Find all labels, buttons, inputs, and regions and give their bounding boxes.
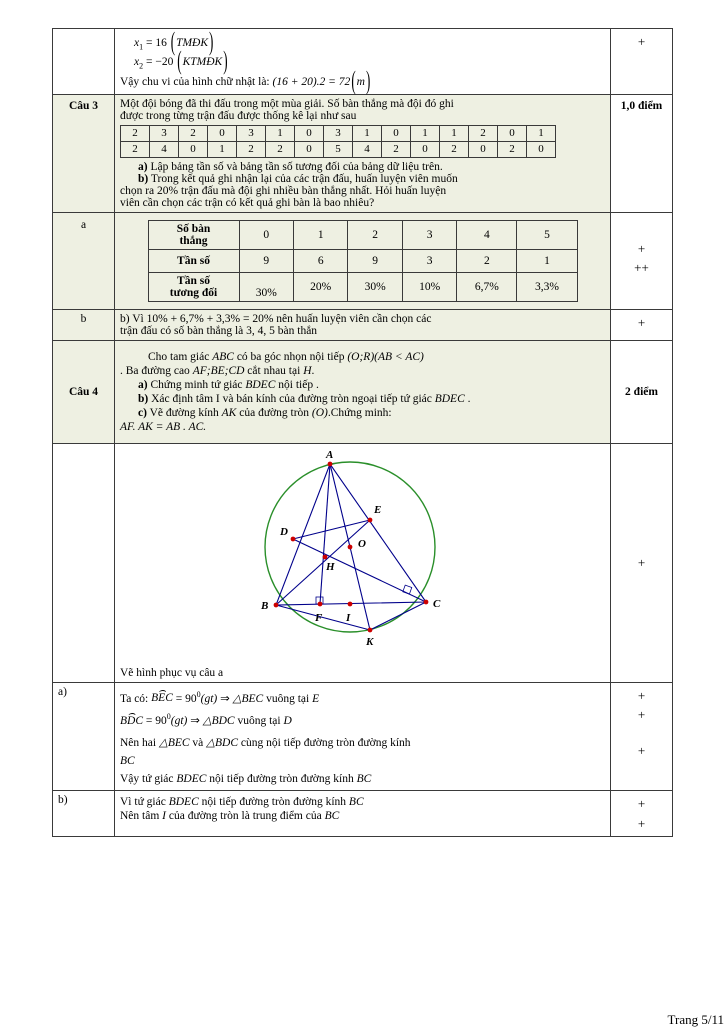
sol-a-l3-end: cùng nội tiếp đường tròn đường kính bbox=[238, 737, 411, 750]
point-O bbox=[347, 544, 352, 549]
answer-a-score-2: ++ bbox=[634, 260, 649, 276]
cell: 3 bbox=[237, 125, 266, 141]
solution-b-label: b) bbox=[53, 791, 115, 837]
cau4-question-b bbox=[120, 393, 605, 405]
point-H bbox=[322, 554, 327, 559]
hdr-line1: Số bàn bbox=[176, 222, 211, 235]
sol-a-l3-mid: và bbox=[189, 737, 207, 750]
x2-open-paren: ( bbox=[177, 45, 182, 76]
point-h: H bbox=[303, 364, 312, 377]
bc-b2: BC bbox=[324, 810, 340, 823]
label-F: F bbox=[314, 611, 322, 624]
x1-symbol: x bbox=[134, 37, 140, 49]
stats-freq: 2 bbox=[457, 249, 517, 272]
stats-value: 5 bbox=[517, 220, 577, 249]
stats-header-row bbox=[148, 220, 577, 249]
cell: 1 bbox=[266, 125, 295, 141]
triangle-abc-shape bbox=[276, 464, 426, 605]
stats-freq-row bbox=[148, 249, 577, 272]
figure-score: + bbox=[611, 443, 673, 682]
cell: 2 bbox=[382, 141, 411, 157]
point-C bbox=[423, 599, 428, 604]
equation-x1 bbox=[134, 26, 605, 56]
circle-or: (O;R) bbox=[347, 350, 375, 363]
cell: 3 bbox=[324, 125, 353, 141]
answer-b-score: + bbox=[611, 309, 673, 340]
cau4-l1-a: Cho tam giác bbox=[148, 350, 213, 363]
question-a-text: Lập bảng tần số và bảng tần số tương đối của bảng dữ liệu trên. bbox=[147, 160, 443, 173]
sol-a-score-2: + bbox=[637, 707, 646, 723]
cau3-intro-line1: Một đội bóng đã thi đấu trong một mùa giải. Số bàn thắng mà đội đó ghi bbox=[120, 97, 454, 110]
cell: 2 bbox=[469, 125, 498, 141]
cell: 0 bbox=[295, 125, 324, 141]
vertex-d: D bbox=[283, 715, 292, 728]
qb-end: . bbox=[464, 392, 471, 405]
cau3-question-b-line3: viên cần chọn các trận có kết quả ghi bàn là bao nhiêu? bbox=[120, 196, 375, 209]
table-row-solution-a bbox=[53, 682, 673, 791]
gt-note-2: (gt) bbox=[170, 715, 188, 728]
solution-a-label: a) bbox=[53, 682, 115, 791]
diameter-ak: AK bbox=[221, 406, 237, 419]
rel-line2: tương đối bbox=[169, 286, 218, 299]
triangle-bec: △BEC bbox=[232, 692, 264, 705]
sol-a-l2-end: vuông tại bbox=[234, 715, 284, 728]
x2-rhs: = −20 bbox=[145, 56, 174, 69]
solution-b-content bbox=[115, 791, 611, 837]
answer-a-content bbox=[115, 212, 611, 309]
stats-rel: 10% bbox=[402, 272, 456, 301]
page-footer: Trang 5/11 bbox=[667, 1012, 724, 1027]
degree-sup-2: 0 bbox=[166, 712, 171, 722]
label-H: H bbox=[325, 560, 335, 573]
stats-freq: 1 bbox=[517, 249, 577, 272]
top-score-cell: + bbox=[611, 29, 673, 95]
sol-a-l1-end: vuông tại bbox=[263, 692, 313, 705]
circle-o: (O) bbox=[311, 406, 328, 419]
cell: 0 bbox=[295, 141, 324, 157]
x2-sub: 2 bbox=[139, 61, 144, 71]
sol-a-score-1: + bbox=[637, 687, 646, 703]
sol-b-line2 bbox=[120, 810, 605, 822]
stats-value: 2 bbox=[348, 220, 402, 249]
stats-rel: 6,7% bbox=[457, 272, 517, 301]
conclusion-text: Vậy chu vi của hình chữ nhật là: bbox=[120, 75, 270, 88]
exam-page bbox=[52, 26, 724, 1027]
x1-note: TMĐK bbox=[176, 37, 209, 49]
arrow2: ⇒ bbox=[187, 715, 203, 728]
cau4-score: 2 điểm bbox=[611, 340, 673, 443]
degree-sup: 0 bbox=[196, 689, 201, 699]
cell: 0 bbox=[179, 141, 208, 157]
cau4-content bbox=[115, 340, 611, 443]
sol-b-l2-pre: Nên tâm bbox=[120, 810, 163, 823]
tri-2: △BDC bbox=[206, 737, 239, 750]
cau3-content bbox=[115, 94, 611, 212]
sol-a-line3 bbox=[120, 735, 605, 749]
raw-data-row-2 bbox=[121, 141, 556, 157]
bc-b1: BC bbox=[348, 796, 364, 809]
x1-sub: 1 bbox=[139, 42, 144, 52]
table-row-answer-a bbox=[53, 212, 673, 309]
label-a: a) bbox=[138, 378, 148, 391]
sol-b-line1 bbox=[120, 796, 605, 808]
label-C: C bbox=[432, 597, 440, 610]
vertex-e: E bbox=[312, 692, 320, 705]
tri-1: △BEC bbox=[158, 737, 190, 750]
cell: 2 bbox=[498, 141, 527, 157]
solution-a-score bbox=[611, 682, 673, 791]
bc-sol: BC bbox=[356, 773, 372, 786]
cau3-intro-line2: được trong từng trận đấu được thống kê lại như sau bbox=[120, 109, 357, 122]
triangle-bdc: △BDC bbox=[202, 715, 235, 728]
center-i: I bbox=[162, 810, 166, 823]
label-b: b) bbox=[138, 392, 149, 405]
cau3-question-a bbox=[120, 161, 605, 173]
frequency-stats-table bbox=[148, 220, 578, 302]
cell: 2 bbox=[121, 141, 150, 157]
label-I: I bbox=[345, 611, 350, 624]
stats-rel-row bbox=[148, 272, 577, 301]
geometry-figure bbox=[120, 447, 605, 665]
cau4-line2 bbox=[120, 365, 605, 377]
cau3-label: Câu 3 bbox=[53, 94, 115, 212]
stats-freq: 9 bbox=[239, 249, 293, 272]
qc-text: Vẽ đường kính bbox=[146, 406, 222, 419]
label-b: b) bbox=[138, 172, 149, 185]
label-A: A bbox=[325, 448, 333, 461]
solution-b-score bbox=[611, 791, 673, 837]
top-content-cell bbox=[115, 26, 611, 95]
answer-b-content bbox=[115, 309, 611, 340]
conclusion-unit: m bbox=[356, 75, 365, 88]
sol-a-line2 bbox=[120, 712, 605, 727]
stats-rel: 20% bbox=[293, 272, 347, 301]
gt-note: (gt) bbox=[200, 692, 218, 705]
condition-ab-ac: (AB < AC) bbox=[374, 350, 424, 363]
cell: 4 bbox=[150, 141, 179, 157]
point-B bbox=[273, 602, 278, 607]
x1-rhs: = 16 bbox=[145, 37, 167, 49]
answer-a-label: a bbox=[53, 212, 115, 309]
answer-b-line2: trận đấu có số bàn thắng là 3, 4, 5 bàn thắn bbox=[120, 324, 318, 337]
cau4-l2-b: cắt nhau tại bbox=[244, 364, 304, 377]
sol-a-line5 bbox=[120, 773, 605, 785]
cau4-question-c-line2: AF. AK = AB . AC. bbox=[120, 420, 207, 433]
cau3-score: 1,0 điểm bbox=[611, 94, 673, 212]
cell: 2 bbox=[237, 141, 266, 157]
cell: 3 bbox=[150, 125, 179, 141]
cau4-question-c bbox=[120, 407, 605, 419]
sol-b-score-1: + bbox=[637, 796, 646, 812]
point-D bbox=[290, 536, 295, 541]
table-row-cau4 bbox=[53, 340, 673, 443]
quad-bdec-b2: BDEC bbox=[168, 796, 199, 809]
stats-value: 4 bbox=[457, 220, 517, 249]
cau3-question-b-line1 bbox=[120, 173, 605, 185]
sol-b-l2-mid: của đường tròn là trung điểm của bbox=[166, 810, 325, 823]
quad-bdec: BDEC bbox=[245, 378, 276, 391]
table-row-top bbox=[53, 29, 673, 95]
unit-close-paren: ) bbox=[365, 64, 371, 95]
table-row-solution-b bbox=[53, 791, 673, 837]
cell: 1 bbox=[440, 125, 469, 141]
label-a: a) bbox=[138, 160, 148, 173]
label-O: O bbox=[357, 537, 366, 550]
label-c: c) bbox=[138, 406, 147, 419]
exam-table bbox=[52, 28, 673, 837]
x2-note: KTMĐK bbox=[182, 56, 223, 69]
point-A bbox=[327, 461, 332, 466]
raw-data-table bbox=[120, 125, 556, 158]
x1-close-paren: ) bbox=[209, 26, 214, 56]
sol-a-l5-pre: Vậy tứ giác bbox=[120, 773, 177, 786]
stats-freq: 3 bbox=[402, 249, 456, 272]
sol-a-l1-pre: Ta có: bbox=[120, 692, 152, 705]
sol-a-score-3: + bbox=[637, 742, 646, 758]
sol-b-score-2: + bbox=[637, 815, 646, 831]
unit-open-paren: ( bbox=[351, 64, 356, 95]
point-F bbox=[317, 601, 322, 606]
cau4-label: Câu 4 bbox=[53, 340, 115, 443]
sol-a-line1 bbox=[120, 690, 605, 705]
answer-a-score-1: + bbox=[637, 240, 646, 256]
cell: 2 bbox=[121, 125, 150, 141]
sol-b-l1-mid: nội tiếp đường tròn đường kính bbox=[198, 796, 349, 809]
point-I bbox=[347, 601, 352, 606]
cell: 0 bbox=[382, 125, 411, 141]
cell: 2 bbox=[266, 141, 295, 157]
figure-label-cell bbox=[53, 443, 115, 682]
cell: 5 bbox=[324, 141, 353, 157]
sol-a-l3-pre: Nên hai bbox=[120, 737, 159, 750]
cell: 2 bbox=[440, 141, 469, 157]
cell: 4 bbox=[353, 141, 382, 157]
cell: 0 bbox=[411, 141, 440, 157]
cau3-question-b-line2: chọn ra 20% trận đấu mà đội ghi nhiều bàn thắng nhất. Hỏi huấn luyện bbox=[120, 184, 447, 197]
x2-symbol: x bbox=[134, 56, 140, 69]
cau4-l1-b: có ba góc nhọn nội tiếp bbox=[233, 350, 348, 363]
qc-end: .Chứng minh: bbox=[327, 406, 392, 419]
x1-open-paren: ( bbox=[170, 26, 176, 56]
label-E: E bbox=[373, 503, 381, 516]
rel-line1: Tần số bbox=[177, 274, 210, 287]
angle-bec: ⌢ BEC bbox=[151, 692, 173, 704]
hdr-line2: thắng bbox=[179, 234, 208, 247]
conclusion-expression: (16 + 20).2 = 72 bbox=[272, 75, 351, 88]
label-B: B bbox=[260, 599, 268, 612]
top-label-cell bbox=[53, 29, 115, 95]
cau4-l2-end: . bbox=[311, 364, 315, 377]
cell: 1 bbox=[411, 125, 440, 141]
table-row-answer-b bbox=[53, 309, 673, 340]
stats-freq-label: Tần số bbox=[148, 249, 239, 272]
cell: 2 bbox=[179, 125, 208, 141]
cell: 0 bbox=[527, 141, 556, 157]
stats-rel-label bbox=[148, 272, 239, 301]
stats-freq: 9 bbox=[348, 249, 402, 272]
stats-rel: 3,3% bbox=[517, 272, 577, 301]
label-D: D bbox=[279, 525, 288, 538]
stats-value: 1 bbox=[293, 220, 347, 249]
geometry-svg bbox=[198, 447, 528, 662]
stats-value: 3 bbox=[402, 220, 456, 249]
x2-close-paren: ) bbox=[223, 45, 228, 76]
altitude-be bbox=[276, 520, 370, 605]
cell: 0 bbox=[208, 125, 237, 141]
stats-value: 0 bbox=[239, 220, 293, 249]
cau4-line1 bbox=[120, 351, 605, 363]
cell: 1 bbox=[527, 125, 556, 141]
quad-bdec-b: BDEC bbox=[434, 392, 465, 405]
table-row-figure bbox=[53, 443, 673, 682]
cell: 1 bbox=[353, 125, 382, 141]
sol-b-l1-pre: Vì tứ giác bbox=[120, 796, 169, 809]
answer-a-score bbox=[611, 212, 673, 309]
raw-data-row-1 bbox=[121, 125, 556, 141]
segment-bk bbox=[276, 605, 370, 630]
point-K bbox=[367, 627, 372, 632]
question-b-text1: Trong kết quả ghi nhận lại của các trận đấu, huấn luyện viên muốn bbox=[148, 172, 458, 185]
cell: 0 bbox=[498, 125, 527, 141]
segment-kc bbox=[370, 602, 426, 630]
perimeter-conclusion bbox=[120, 64, 605, 95]
triangle-abc: ABC bbox=[212, 350, 234, 363]
sol-a-l1-mid: = 90 bbox=[172, 692, 197, 705]
cau4-question-a bbox=[120, 379, 605, 391]
cell: 1 bbox=[208, 141, 237, 157]
altitudes: AF;BE;CD bbox=[192, 364, 245, 377]
figure-caption: Vẽ hình phục vụ câu a bbox=[120, 666, 224, 679]
qa-end: nội tiếp . bbox=[275, 378, 319, 391]
figure-cell bbox=[115, 443, 611, 682]
stats-rel: 30% bbox=[239, 272, 293, 301]
stats-freq: 6 bbox=[293, 249, 347, 272]
cau4-l2-a: . Ba đường cao bbox=[120, 364, 193, 377]
quad-bdec-sol: BDEC bbox=[176, 773, 207, 786]
sol-a-l2-mid: = 90 bbox=[143, 715, 167, 728]
sol-a-l5-mid: nội tiếp đường tròn đường kính bbox=[206, 773, 357, 786]
stats-header-label bbox=[148, 220, 239, 249]
qa-text: Chứng minh tứ giác bbox=[147, 378, 246, 391]
qc-b: của đường tròn bbox=[236, 406, 312, 419]
solution-a-content bbox=[115, 682, 611, 791]
sol-a-line4: BC bbox=[120, 755, 135, 768]
answer-b-line1: b) Vì 10% + 6,7% + 3,3% = 20% nên huấn luyện viên cần chọn các bbox=[120, 312, 432, 325]
angle-bdc: ⌢ BDC bbox=[120, 715, 143, 727]
qb-text: Xác định tâm I và bán kính của đường tròn ngoại tiếp tứ giác bbox=[148, 392, 435, 405]
point-E bbox=[367, 517, 372, 522]
table-row-cau3 bbox=[53, 94, 673, 212]
answer-b-label: b bbox=[53, 309, 115, 340]
cell: 0 bbox=[469, 141, 498, 157]
label-K: K bbox=[365, 635, 373, 648]
arrow1: ⇒ bbox=[217, 692, 233, 705]
stats-rel: 30% bbox=[348, 272, 402, 301]
